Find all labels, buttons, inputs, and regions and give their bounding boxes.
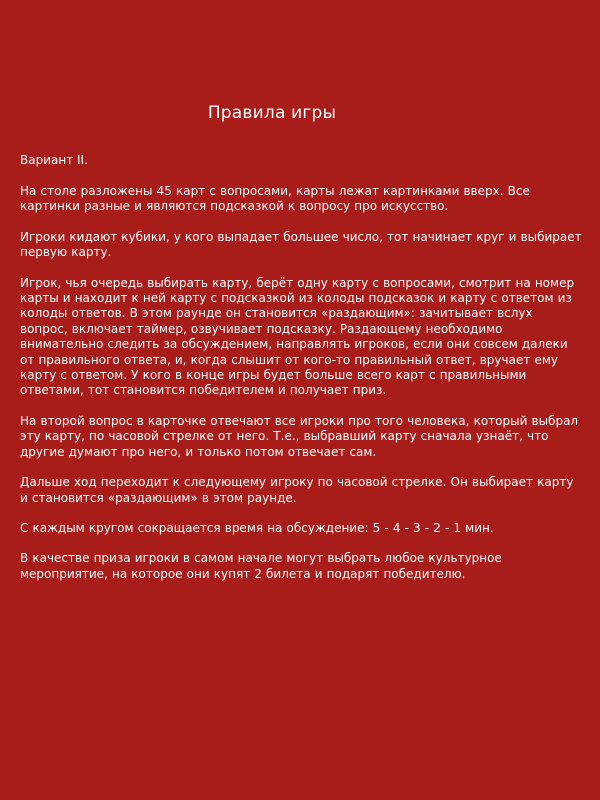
rules-paragraph: Игроки кидают кубики, у кого выпадает большее число, тот начинает круг и выбирает первую карту. — [20, 229, 582, 260]
rules-paragraph: В качестве приза игроки в самом начале могут выбрать любое культурное мероприятие, на которое они купят 2 билета и подарят победителю. — [20, 551, 502, 581]
rules-paragraph: С каждым кругом сокращается время на обсуждение: 5 - 4 - 3 - 2 - 1 мин. — [20, 520, 494, 535]
page-title: Правила игры — [207, 103, 337, 123]
variant-label: Вариант II. — [20, 153, 88, 167]
rules-paragraph: На столе разложены 45 карт с вопросами, карты лежат картинками вверх. Все картинки разные и являются подсказкой к вопросу про искусство. — [20, 184, 530, 214]
rules-paragraph: Игрок, чья очередь выбирать карту, берёт одну карту с вопросами, смотрит на номер карты и находит к ней карту с подсказкой из колоды подсказок и карту с ответом из колоды ответов. В этом раунде он становится «раздающим»: зачитывает вслух вопрос, включает таймер, озвучивает подсказку. Раздающему необходимо внимательно следить за обсуждением, направлять игроков, если они совсем далеки от правильного ответа, и, когда слышит от кого-то правильный ответ, вручает ему карту с ответом. У кого в конце игры будет больше всего карт с правильными ответами, тот становится победителем и получает приз. — [20, 275, 575, 398]
rules-content — [20, 152, 584, 597]
rules-paragraph: Дальше ход переходит к следующему игроку по часовой стрелке. Он выбирает карту и становится «раздающим» в этом раунде. — [20, 475, 574, 505]
rules-paragraph: На второй вопрос в карточке отвечают все игроки про того человека, который выбрал эту карту, по часовой стрелке от него. Т.е., выбравший карту сначала узнаёт, что другие думают про него, и только потом отвечает сам. — [20, 413, 579, 459]
